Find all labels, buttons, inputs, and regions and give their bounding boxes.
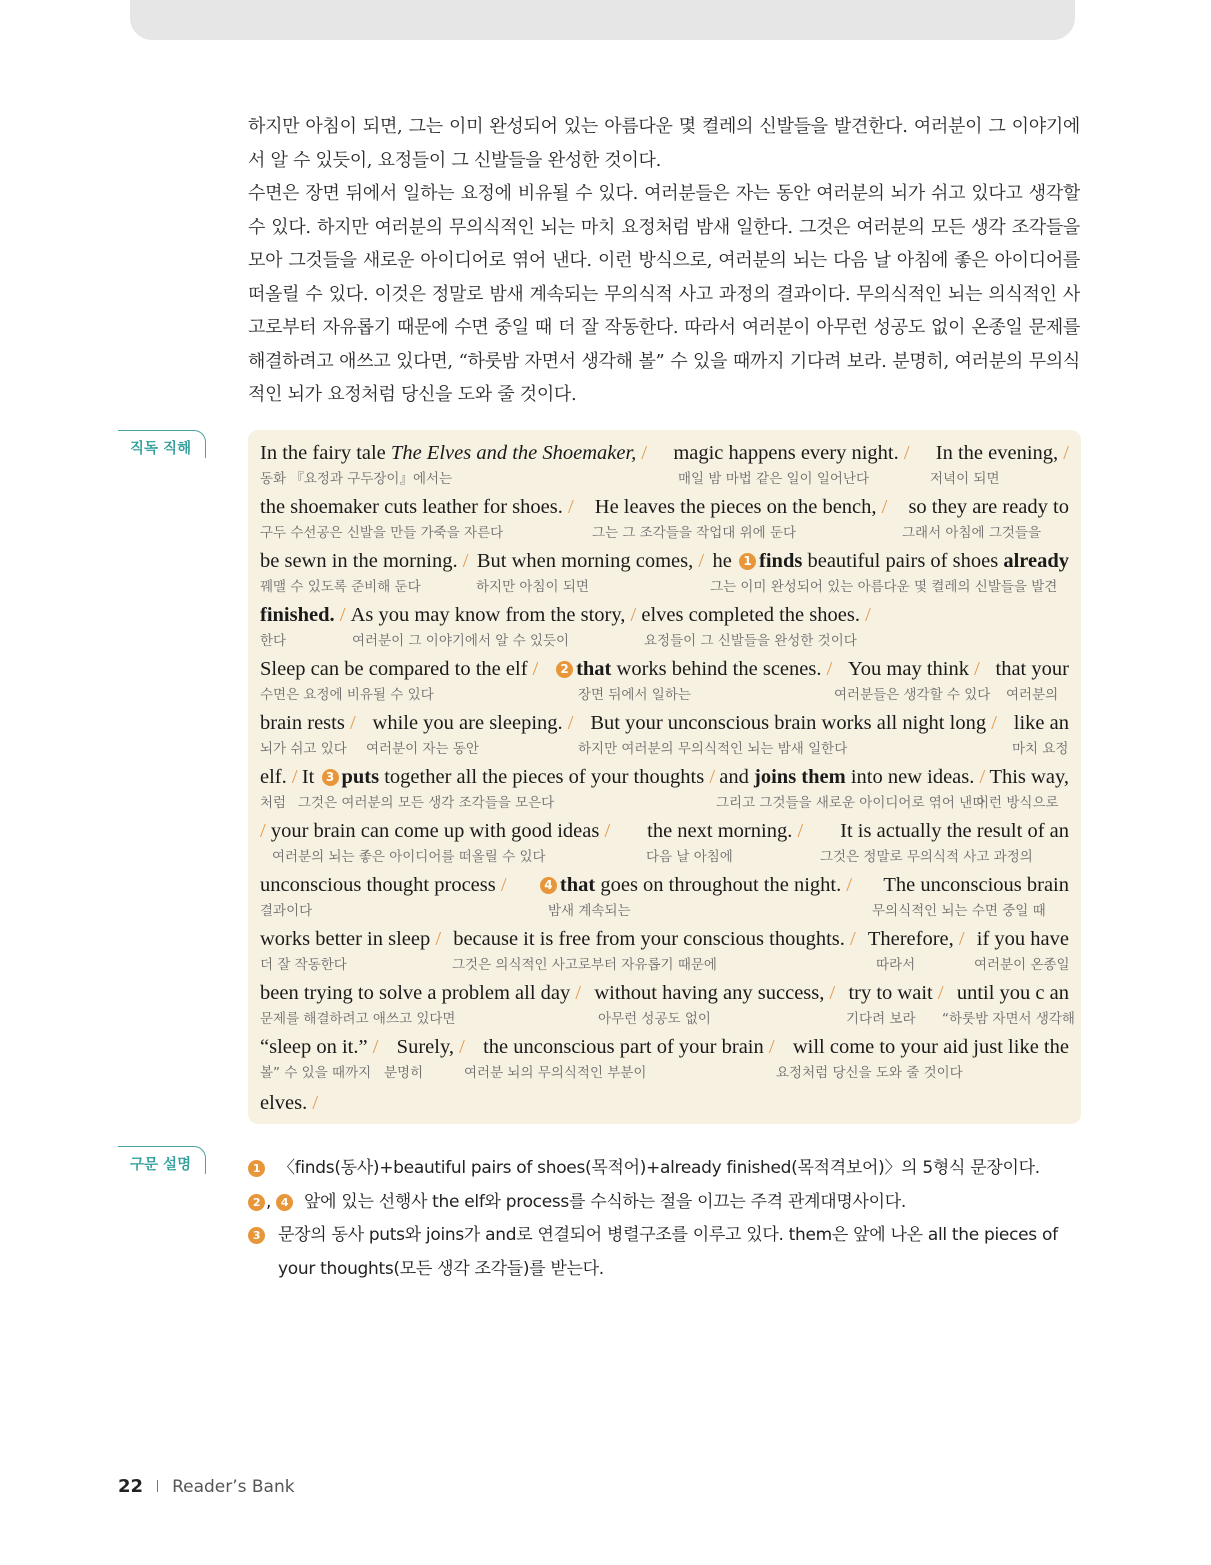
slash: / (881, 496, 888, 518)
ko-gloss: 그것은 정말로 무의식적 사고 과정의 (820, 849, 1033, 865)
slash: / (826, 658, 833, 680)
ko-gloss: 한다 (260, 633, 287, 649)
ko-gloss: 그리고 그것들을 새로운 아이디어로 엮어 낸다 (716, 795, 986, 811)
en-chunk: The unconscious brain (883, 874, 1069, 896)
en-chunk: because it is free from your conscious thoughts. (453, 928, 845, 950)
note-text: 앞에 있는 선행사 the elf와 process를 수식하는 절을 이끄는 주격 관계대명사이다. (304, 1191, 906, 1212)
slash: / (291, 766, 298, 788)
note-number: 4 (276, 1194, 293, 1211)
ko-gloss: 꿰맬 수 있도록 준비해 둔다 (260, 579, 421, 595)
ko-gloss: “하룻밤 자면서 생각해 (942, 1011, 1075, 1027)
key-word: joins them (754, 766, 846, 788)
en-chunk: Surely, (396, 1036, 454, 1058)
slash: / (974, 658, 980, 680)
slash: / (575, 982, 582, 1004)
slash: / (567, 712, 574, 734)
slash: / (1063, 442, 1069, 464)
en-chunk: he (712, 550, 732, 572)
ko-gloss: 그것은 여러분의 모든 생각 조각들을 모은다 (298, 795, 555, 811)
reading-line (260, 818, 1069, 865)
ko-gloss: 하지만 여러분의 무의식적인 뇌는 밤새 일한다 (578, 741, 848, 757)
en-chunk: In the evening, (935, 442, 1059, 464)
en-chunk: unconscious thought process (260, 874, 496, 896)
en-chunk: like an (1013, 712, 1069, 734)
slash: / (958, 928, 965, 950)
reading-line (260, 440, 1069, 487)
en-chunk: and (719, 766, 749, 788)
en-chunk: elves completed the shoes. (641, 604, 860, 626)
key-word: finds (759, 550, 803, 572)
ko-gloss: 아무런 성공도 없이 (598, 1011, 711, 1027)
en-chunk: your brain can come up with good ideas (270, 820, 600, 842)
en-chunk: goes on throughout the night. (600, 874, 842, 896)
ko-gloss: 동화 『요정과 구두장이』에서는 (260, 471, 453, 487)
note-marker-2: 2 (556, 661, 573, 678)
slash: / (937, 982, 944, 1004)
syntax-notes (248, 1152, 1083, 1286)
ko-gloss: 요정들이 그 신발들을 완성한 것이다 (644, 633, 857, 649)
page-footer (118, 1476, 295, 1497)
en-chunk: But your unconscious brain works all night long (590, 712, 987, 734)
reading-line (260, 872, 1069, 919)
slash: / (850, 928, 856, 950)
en-chunk: This way, (989, 766, 1069, 788)
ko-gloss: 여러분들은 생각할 수 있다 (834, 687, 991, 703)
ko-gloss: 문제를 해결하려고 애쓰고 있다면 (260, 1011, 456, 1027)
slash: / (372, 1036, 379, 1058)
slash: / (604, 820, 611, 842)
ko-gloss: 기다려 보라 (846, 1011, 916, 1027)
en-chunk: elves. (260, 1092, 308, 1114)
reading-line (260, 926, 1069, 973)
en-chunk: brain rests (260, 712, 345, 734)
translation-paragraph-1: 하지만 아침이 되면, 그는 이미 완성되어 있는 아름다운 몇 켤레의 신발들을 발견한다. 여러분이 그 이야기에서 알 수 있듯이, 요정들이 그 신발들을 완성한 것이다. (248, 116, 1080, 171)
reading-line (260, 656, 1069, 703)
en-chunk: works better in sleep (260, 928, 431, 950)
note-number: 2 (248, 1194, 265, 1211)
en-chunk: so they are ready to (908, 496, 1069, 518)
slash: / (768, 1036, 775, 1058)
en-chunk: try to wait (848, 982, 933, 1004)
title-text: The Elves and the Shoemaker, (390, 442, 637, 464)
slash: / (260, 820, 266, 842)
en-chunk: In the fairy tale (260, 442, 386, 464)
ko-gloss: 그래서 아침에 그것들을 (902, 525, 1041, 541)
ko-gloss: 볼” 수 있을 때까지 (260, 1065, 372, 1081)
note-text: 〈finds(동사)+beautiful pairs of shoes(목적어)+already finished(목적격보어)〉의 5형식 문장이다. (278, 1158, 1040, 1178)
syntax-note-2 (248, 1186, 1083, 1220)
ko-gloss: 무의식적인 뇌는 수면 중일 때 (872, 903, 1046, 919)
ko-gloss: 마치 요정 (1012, 741, 1069, 757)
slash: / (500, 874, 507, 896)
slash: / (459, 1036, 465, 1058)
slash: / (312, 1092, 319, 1114)
ko-gloss: 분명히 (384, 1065, 424, 1081)
en-chunk: It is actually the result of an (840, 820, 1069, 842)
reading-line (260, 1090, 1069, 1116)
ko-gloss: 밤새 계속되는 (548, 903, 631, 919)
en-chunk: But when morning comes, (476, 550, 694, 572)
key-word: already (1003, 550, 1069, 572)
ko-gloss: 더 잘 작동한다 (260, 957, 347, 973)
book-title: Reader’s Bank (172, 1477, 295, 1497)
slash: / (532, 658, 539, 680)
ko-gloss: 저녁이 되면 (930, 471, 1000, 487)
page-number: 22 (118, 1476, 144, 1497)
en-chunk: He leaves the pieces on the bench, (594, 496, 877, 518)
translation-paragraph-2: 수면은 장면 뒤에서 일하는 요정에 비유될 수 있다. 여러분들은 자는 동안 여러분의 뇌가 쉬고 있다고 생각할 수 있다. 하지만 여러분의 무의식적인 뇌는 마치 요정처럼 밤새 일한다. 그것은 여러분의 모든 생각 조각들을 모아 그것들을 새로운 아이디어로 엮어 낸다. 이런 방식으로, 여러분의 뇌는 다음 날 아침에 좋은 아이디어를 떠올릴 수 있다. 이것은 정말로 밤새 계속되는 무의식적 사고 과정의 결과이다. 무의식적인 뇌는 의식적인 사고로부터 자유롭기 때문에 수면 중일 때 더 잘 작동한다. 따라서 여러분이 아무런 성공도 없이 온종일 문제를 해결하려고 애쓰고 있다면, “하룻밤 자면서 생각해 볼” 수 있을 때까지 기다려 보라. 분명히, 여러분의 무의식적인 뇌가 요정처럼 당신을 도와 줄 것이다. (248, 183, 1080, 405)
note-marker-1: 1 (739, 553, 756, 570)
reading-line (260, 602, 1069, 649)
key-word: that (559, 874, 596, 896)
en-chunk: As you may know from the story, (350, 604, 626, 626)
en-chunk: the next morning. (647, 820, 793, 842)
en-chunk: It (301, 766, 315, 788)
en-chunk: will come to your aid just like the (792, 1036, 1069, 1058)
ko-gloss: 따라서 (876, 957, 916, 973)
ko-gloss: 그는 이미 완성되어 있는 아름다운 몇 켤레의 신발들을 발견 (710, 579, 1058, 595)
slash: / (979, 766, 986, 788)
en-chunk: into new ideas. (850, 766, 975, 788)
reading-line (260, 980, 1075, 1027)
ko-gloss: 여러분이 자는 동안 (366, 741, 479, 757)
note-number: 3 (248, 1227, 265, 1244)
ko-gloss: 처럼 (260, 795, 287, 811)
en-chunk: without having any success, (594, 982, 825, 1004)
slash: / (865, 604, 871, 626)
en-chunk: Sleep can be compared to the elf (260, 658, 528, 680)
ko-gloss: 요정처럼 당신을 도와 줄 것이다 (776, 1065, 963, 1081)
en-chunk: be sewn in the morning. (260, 550, 458, 572)
slash: / (339, 604, 346, 626)
slash: / (567, 496, 574, 518)
en-chunk: works behind the scenes. (616, 658, 822, 680)
en-chunk: that your (995, 658, 1069, 680)
footer-divider (157, 1480, 158, 1492)
slash: / (846, 874, 853, 896)
en-chunk: while you are sleeping. (372, 712, 563, 734)
note-text: 문장의 동사 puts와 joins가 and로 연결되어 병렬구조를 이루고 있다. them은 앞에 나온 all the pieces of your thoughts(모든 생각 조각들)를 받는다. (278, 1225, 1058, 1279)
ko-gloss: 여러분이 그 이야기에서 알 수 있듯이 (352, 633, 570, 649)
reading-line (260, 710, 1069, 757)
slash: / (630, 604, 637, 626)
slash: / (349, 712, 356, 734)
syntax-label: 구문 설명 (118, 1146, 206, 1174)
key-word: finished. (260, 604, 335, 626)
ko-gloss: 장면 뒤에서 일하는 (578, 687, 691, 703)
ko-gloss: 매일 밤 마법 같은 일이 일어난다 (678, 471, 869, 487)
slash: / (829, 982, 836, 1004)
ko-gloss: 여러분이 온종일 (974, 957, 1070, 973)
slash: / (709, 766, 716, 788)
slash: / (903, 442, 910, 464)
ko-gloss: 수면은 요정에 비유될 수 있다 (260, 687, 434, 703)
direct-reading-label: 직독 직해 (118, 430, 206, 458)
ko-gloss: 여러분의 뇌는 좋은 아이디어를 떠올릴 수 있다 (272, 849, 546, 865)
en-chunk: elf. (260, 766, 287, 788)
ko-gloss: 그는 그 조각들을 작업대 위에 둔다 (592, 525, 797, 541)
en-chunk: together all the pieces of your thoughts (384, 766, 705, 788)
slash: / (641, 442, 648, 464)
ko-gloss: 여러분 뇌의 무의식적인 부분이 (464, 1065, 647, 1081)
en-chunk: the shoemaker cuts leather for shoes. (260, 496, 563, 518)
en-chunk: Therefore, (867, 928, 954, 950)
slash: / (797, 820, 804, 842)
ko-gloss: 이런 방식으로 (976, 795, 1059, 811)
ko-gloss: 구두 수선공은 신발을 만들 가죽을 자른다 (260, 525, 504, 541)
syntax-note-1 (248, 1152, 1083, 1186)
ko-gloss: 그것은 의식적인 사고로부터 자유롭기 때문에 (452, 957, 717, 973)
slash: / (435, 928, 442, 950)
note-marker-4: 4 (540, 877, 557, 894)
en-chunk: the unconscious part of your brain (483, 1036, 764, 1058)
reading-line (260, 494, 1069, 541)
en-chunk: beautiful pairs of shoes (807, 550, 999, 572)
en-chunk: magic happens every night. (673, 442, 899, 464)
ko-gloss: 여러분의 (1006, 687, 1059, 703)
slash: / (462, 550, 469, 572)
ko-gloss: 하지만 아침이 되면 (476, 579, 589, 595)
en-chunk: if you have (976, 928, 1069, 950)
en-chunk: until you c an (956, 982, 1069, 1004)
top-header-tab (130, 0, 1075, 40)
key-word: that (576, 658, 612, 680)
reading-line (260, 764, 1069, 811)
key-word: puts (341, 766, 380, 788)
reading-line (260, 1034, 1069, 1081)
syntax-note-3 (248, 1219, 1083, 1286)
note-marker-3: 3 (322, 769, 339, 786)
slash: / (698, 550, 705, 572)
en-chunk: You may think (848, 658, 969, 680)
note-separator: , (266, 1191, 272, 1212)
ko-gloss: 다음 날 아침에 (646, 849, 733, 865)
ko-gloss: 뇌가 쉬고 있다 (260, 741, 347, 757)
en-chunk: “sleep on it.” (260, 1036, 368, 1058)
slash: / (991, 712, 997, 734)
note-number: 1 (248, 1160, 265, 1177)
korean-translation (248, 110, 1080, 412)
en-chunk: been trying to solve a problem all day (260, 982, 571, 1004)
reading-line (260, 548, 1069, 595)
ko-gloss: 결과이다 (260, 903, 313, 919)
